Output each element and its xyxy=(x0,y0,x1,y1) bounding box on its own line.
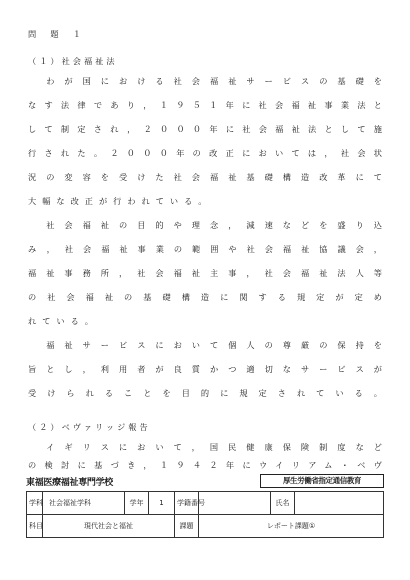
section-1-line: 況の変容を受けた社会福祉基礎構造改革にて xyxy=(28,172,382,182)
department-label: 学科 xyxy=(27,492,43,515)
section-1-line: の社会福祉の基礎構造に関する規定が定め xyxy=(28,292,382,302)
assignment-value: レポート課題① xyxy=(199,515,384,538)
year-label: 学年 xyxy=(125,492,149,515)
assignment-label: 課題 xyxy=(175,515,199,538)
student-number-field[interactable] xyxy=(199,492,271,515)
report-info-table xyxy=(26,491,384,538)
section-1-line: 行された。２０００年の改正においては，社会状 xyxy=(28,148,382,158)
student-number-label: 学籍番号 xyxy=(175,492,199,515)
section-1-line: 受けられることを目的に規定されている。 xyxy=(28,388,382,398)
name-label: 氏名 xyxy=(271,492,295,515)
section-1-line: み，社会福祉事業の範囲や社会福祉協議会， xyxy=(28,244,382,254)
name-field[interactable] xyxy=(295,492,384,515)
year-value: 1 xyxy=(149,492,175,515)
question-heading: 問 題 １ xyxy=(28,29,84,39)
section-1-line: 旨とし，利用者が良質かつ適切なサービスが xyxy=(28,364,382,374)
section-1-line: して制定され，２０００年に社会福祉法として施 xyxy=(28,124,382,134)
section-1-line: わが国における社会福祉サービスの基礎を xyxy=(28,76,382,86)
section-1-title: （１）社会福祉法 xyxy=(28,56,118,66)
section-2-title: （２）ベヴァリッジ報告 xyxy=(28,422,151,432)
section-1-line: 福祉サービスにおいて個人の尊厳の保持を xyxy=(28,340,382,350)
accreditation-stamp: 厚生労働省指定通信教育 xyxy=(260,474,384,488)
section-2-line: イギリスにおいて，国民健康保険制度など xyxy=(28,442,382,452)
subject-label: 科目 xyxy=(27,515,43,538)
school-name: 東福医療福祉専門学校 xyxy=(26,478,114,488)
section-1-line: 社会福祉の目的や理念，減速などを盛り込 xyxy=(28,220,382,230)
section-1-line: 福祉事務所，社会福祉主事，社会福祉法人等 xyxy=(28,268,382,278)
section-2-line: の検討に基づき，１９４２年にウイリアム・ベヴ xyxy=(28,460,382,470)
subject-value: 現代社会と福祉 xyxy=(43,515,175,538)
department-value: 社会福祉学科 xyxy=(43,492,125,515)
section-1-line: なす法律であり，１９５１年に社会福祉事業法と xyxy=(28,100,382,110)
section-1-line: 大幅な改正が行われている。 xyxy=(28,196,213,206)
section-1-line: れている。 xyxy=(28,316,99,326)
